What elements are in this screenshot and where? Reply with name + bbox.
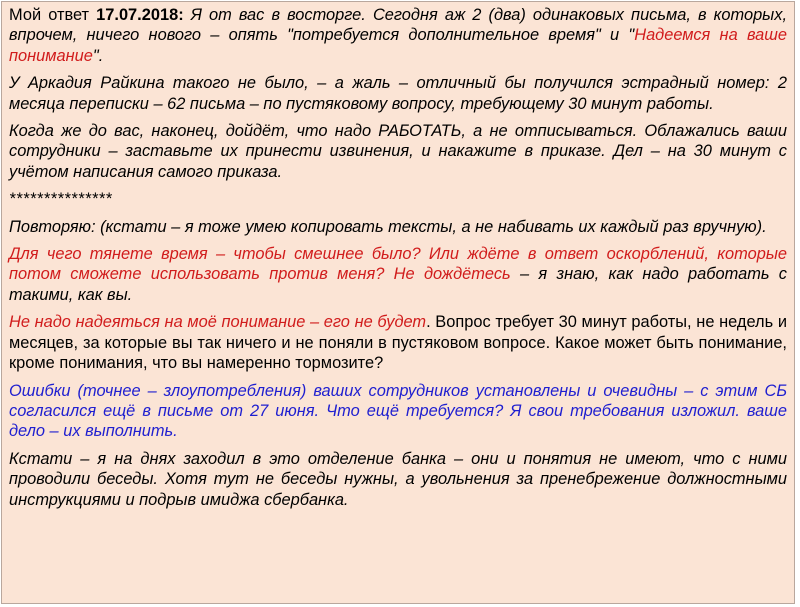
separator-stars: *************** xyxy=(9,190,113,209)
reply-date: 17.07.2018: xyxy=(96,6,184,24)
paragraph-repeat: Повторяю: (кстати – я тоже умею копировать тексты, а не набивать их каждый раз вручную). xyxy=(9,217,767,236)
why-delay-red: Для чего тянете время – чтобы смешнее было? Или ждёте в ответ оскорблений, которые потом сможете использовать против меня? Не дождётесь xyxy=(9,245,787,284)
reply-intro-text: Я от вас в восторге. Сегодня аж 2 (два) одинаковых письма, в которых, впрочем, ничего нового – опять "потребуется дополнительное время" и " xyxy=(9,6,787,45)
paragraph-work: Когда же до вас, наконец, дойдёт, что надо РАБОТАТЬ, а не отписываться. Облажались ваши сотрудники – заставьте их принести извинения, и накажите в приказе. Дел – на 30 минут с учётом написания самого приказа. xyxy=(9,122,787,181)
paragraph-why-delay xyxy=(9,244,787,305)
why-delay-black: – я знаю, как надо работать с такими, как вы. xyxy=(9,265,787,304)
quoted-phrase: Надеемся на ваше понимание xyxy=(9,26,787,65)
paragraph-errors: Ошибки (точнее – злоупотребления) ваших сотрудников установлены и очевидны – с этим СБ согласился ещё в письме от 27 июня. Что ещё требуется? Я свои требования изложил. ваше дело – их выполнить. xyxy=(9,381,787,441)
paragraph-no-understanding xyxy=(9,312,787,373)
no-understanding-red: Не надо надеяться на моё понимание – его не будет xyxy=(9,313,427,332)
paragraph-raikin: У Аркадия Райкина такого не было, – а жаль – отличный бы получился эстрадный номер: 2 месяца переписки – 62 письма – по пустяковому вопросу, требующему 30 минут работы. xyxy=(9,74,787,113)
reply-intro-end: ". xyxy=(92,46,104,65)
no-understanding-black: . Вопрос требует 30 минут работы, не недель и месяцев, за которые вы так ничего и не поняли в пустяковом вопросе. Какое может быть понимание, кроме понимания, что вы намеренно тормозите? xyxy=(9,313,787,373)
letter-document xyxy=(1,1,795,604)
reply-prefix: Мой ответ xyxy=(9,6,97,24)
paragraph-reply-intro xyxy=(9,5,787,66)
paragraph-branch-visit: Кстати – я на днях заходил в это отделение банка – они и понятия не имеют, что с ними проводили беседы. Хотя тут не беседы нужны, а увольнения за пренебрежение должностными инструкциями и подрыв имиджа сбербанка. xyxy=(9,449,787,509)
